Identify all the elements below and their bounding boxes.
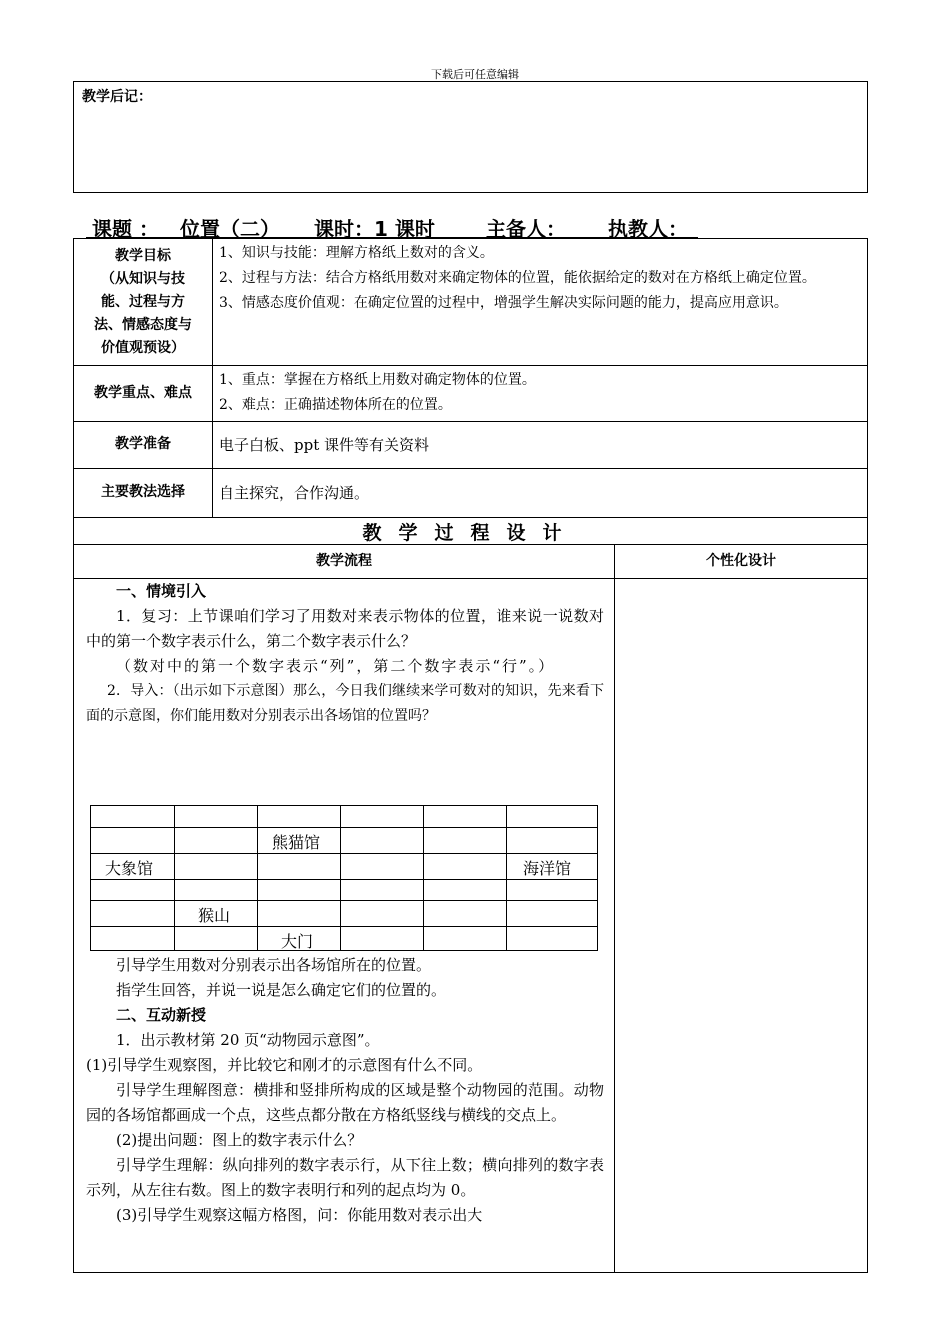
teaching-flow-continued	[86, 953, 604, 1228]
goals-label-line: 价值观预设）	[101, 339, 185, 356]
goal-process: 2、过程与方法：结合方格纸用数对来确定物体的位置，能依据给定的数对在方格纸上确定位置。	[219, 270, 816, 286]
process-design-title: 教学过程设计	[362, 522, 579, 544]
grid-line	[506, 806, 507, 950]
key-points-label: 教学重点、难点	[94, 384, 192, 401]
flow-paragraph: 指学生回答，并说一说是怎么确定它们的位置的。	[116, 981, 447, 999]
flow-paragraph: 引导学生理解：纵向排列的数字表示行，从下往上数；横向排列的数字表示列，从左往右数。图上的数字表明行和列的起点均为 0。	[86, 1156, 604, 1199]
key-points-content	[219, 368, 859, 418]
grid-line	[423, 806, 424, 950]
zoo-layout-grid	[90, 805, 598, 951]
header-note: 下载后可任意编辑	[431, 68, 519, 81]
flow-paragraph: (1)引导学生观察图，并比较它和刚才的示意图有什么不同。	[86, 1056, 483, 1074]
postscript-label: 教学后记：	[82, 89, 152, 105]
grid-line	[91, 827, 597, 828]
elephant-house-label: 大象馆	[105, 859, 154, 878]
section-intro-heading: 一、情境引入	[116, 582, 207, 600]
goals-label	[74, 239, 212, 365]
goal-attitude: 3、情感态度价值观：在确定位置的过程中，增强学生解决实际问题的能力，提高应用意识。	[219, 295, 788, 311]
key-point: 1、重点：掌握在方格纸上用数对确定物体的位置。	[219, 372, 536, 388]
flow-paragraph: (3)引导学生观察这幅方格图，问：你能用数对表示出大	[116, 1206, 483, 1224]
custom-column-header: 个性化设计	[706, 553, 776, 569]
flow-column-divider	[614, 544, 615, 1273]
goals-label-line: 法、情感态度与	[94, 316, 192, 333]
grid-line	[174, 806, 175, 950]
flow-paragraph: 2．导入：（出示如下示意图）那么，今日我们继续来学可数对的知识，先来看下面的示意图，你们能用数对分别表示出各场馆的位置吗？	[86, 683, 604, 724]
goals-label-line: （从知识与技	[101, 270, 185, 287]
flow-paragraph: 1．出示教材第 20 页“动物园示意图”。	[116, 1031, 380, 1049]
grid-line	[257, 806, 258, 950]
grid-line	[91, 879, 597, 880]
grid-line	[340, 806, 341, 950]
flow-paragraph: (2)提出问题：图上的数字表示什么？	[116, 1131, 363, 1149]
preparation-label: 教学准备	[115, 436, 171, 452]
flow-paragraph: （数对中的第一个数字表示“列”，第二个数字表示“行”。）	[116, 657, 556, 675]
grid-line	[91, 900, 597, 901]
flow-column-header: 教学流程	[316, 553, 372, 569]
teaching-flow	[86, 579, 604, 729]
period-label: 课时：1 课时	[314, 217, 435, 241]
panda-house-label: 熊猫馆	[272, 833, 321, 852]
grid-line	[91, 926, 597, 927]
difficult-point: 2、难点：正确描述物体所在的位置。	[219, 397, 452, 413]
flow-paragraph: 1．复习：上节课咱们学习了用数对来表示物体的位置，谁来说一说数对中的第一个数字表示什么，第二个数字表示什么？	[86, 607, 604, 650]
topic-label: 课题 ：	[92, 217, 159, 241]
goals-label-line: 教学目标	[115, 247, 171, 264]
preparation-value: 电子白板、ppt 课件等有关资料	[219, 436, 430, 454]
topic-value: 位置（二）	[180, 217, 280, 241]
flow-paragraph: 引导学生用数对分别表示出各场馆所在的位置。	[116, 956, 432, 974]
goals-content	[219, 241, 859, 316]
postscript-box	[73, 81, 868, 193]
lesson-plan-table	[73, 238, 868, 1273]
lead-teacher-label: 主备人：	[486, 217, 566, 241]
ocean-house-label: 海洋馆	[523, 859, 572, 878]
goals-label-line: 能、过程与方	[101, 293, 185, 310]
section-new-teaching-heading: 二、互动新授	[116, 1006, 207, 1024]
teacher-label: 执教人：	[608, 217, 688, 241]
flow-paragraph: 引导学生理解图意：横排和竖排所构成的区域是整个动物园的范围。动物园的各场馆都画成一个点，这些点都分散在方格纸竖线与横线的交点上。	[86, 1081, 604, 1124]
monkey-hill-label: 猴山	[198, 906, 231, 925]
goal-knowledge: 1、知识与技能：理解方格纸上数对的含义。	[219, 245, 494, 261]
methods-label: 主要教法选择	[101, 484, 185, 500]
main-gate-label: 大门	[281, 932, 314, 951]
methods-value: 自主探究，合作沟通。	[219, 484, 370, 502]
label-column-divider	[212, 239, 213, 517]
grid-line	[91, 853, 597, 854]
